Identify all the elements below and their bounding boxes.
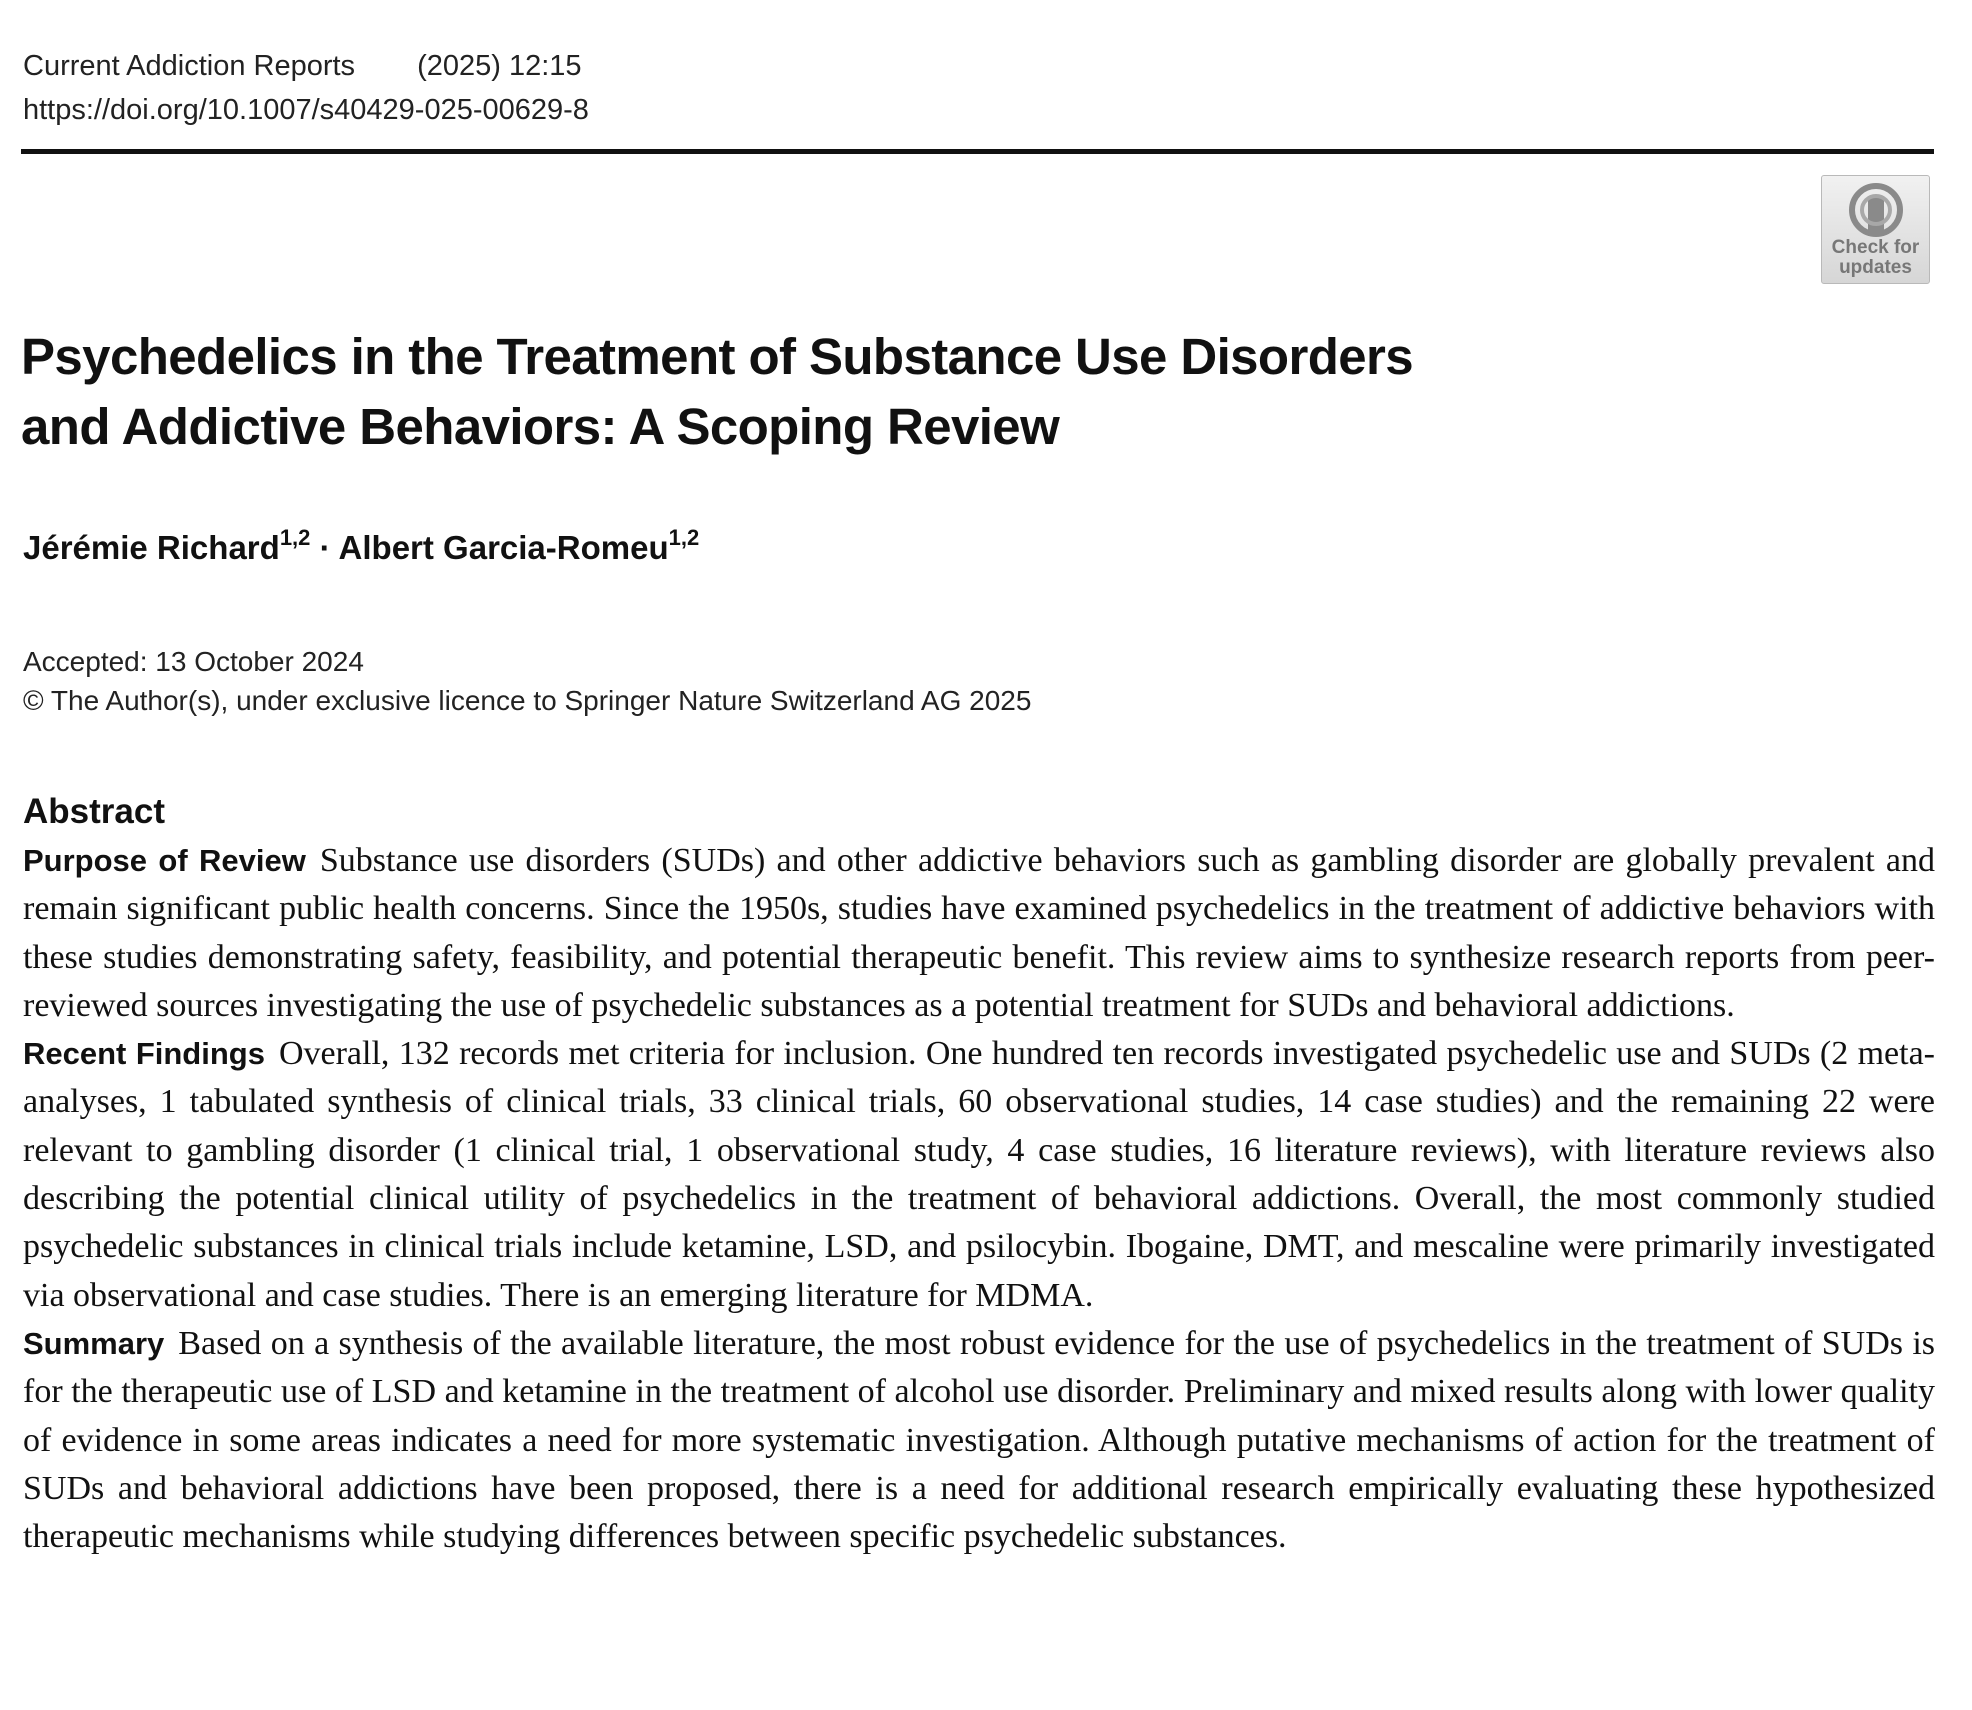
- header-rule: [21, 149, 1934, 154]
- author-affiliation: 1,2: [668, 525, 700, 550]
- accepted-date: Accepted: 13 October 2024: [23, 646, 364, 677]
- journal-header: [23, 44, 589, 132]
- abstract-body: [23, 837, 1935, 1561]
- check-for-updates-badge[interactable]: [1821, 175, 1930, 284]
- author-affiliation: 1,2: [279, 525, 311, 550]
- author-name[interactable]: Albert Garcia-Romeu: [338, 529, 669, 566]
- abstract-heading: Abstract: [23, 792, 165, 831]
- check-updates-icon: [1848, 182, 1904, 238]
- section-label: Summary: [23, 1325, 165, 1361]
- article-meta: [23, 642, 1031, 720]
- doi-link[interactable]: https://doi.org/10.1007/s40429-025-00629-8: [23, 94, 589, 126]
- section-text: Overall, 132 records met criteria for inclusion. One hundred ten records investigated psychedelic use and SUDs (2 meta-analyses, 1 tabulated synthesis of clinical trials, 33 clinical trials, 60 observational studies, 14 case studies) and the remaining 22 were relevant to gambling disorder (1 clinical trial, 1 observational study, 4 case studies, 16 literature reviews), with literature reviews also describing the potential clinical utility of psychedelics in the treatment of behavioral addictions. Overall, the most commonly studied psychedelic substances in clinical trials include ketamine, LSD, and psilocybin. Ibogaine, DMT, and mescaline were primarily investigated via observational and case studies. There is an emerging literature for MDMA.: [23, 1035, 1935, 1314]
- title-line-2: and Addictive Behaviors: A Scoping Review: [21, 398, 1060, 455]
- check-updates-line1: Check for: [1831, 237, 1920, 258]
- journal-volume: (2025) 12:15: [417, 50, 582, 82]
- section-label: Purpose of Review: [23, 843, 306, 878]
- title-line-1: Psychedelics in the Treatment of Substance Use Disorders: [21, 328, 1414, 385]
- author-name[interactable]: Jérémie Richard: [23, 529, 280, 566]
- abstract-section-purpose: [23, 837, 1935, 1030]
- section-text: Based on a synthesis of the available literature, the most robust evidence for the use of psychedelics in the treatment of SUDs is for the therapeutic use of LSD and ketamine in the treatment of alcohol use disorder. Preliminary and mixed results along with lower quality of evidence in some areas indicates a need for more systematic investigation. Although putative mechanisms of action for the treatment of SUDs and behavioral addictions have been proposed, there is a need for additional research empirically evaluating these hypothesized therapeutic mechanisms while studying differences between specific psychedelic substances.: [23, 1324, 1935, 1556]
- section-text: Substance use disorders (SUDs) and other addictive behaviors such as gambling disorder are globally prevalent and remain significant public health concerns. Since the 1950s, studies have examined psychedelics in the treatment of addictive behaviors with these studies demonstrating safety, feasibility, and potential therapeutic benefit. This review aims to synthesize research reports from peer-reviewed sources investigating the use of psychedelic substances as a potential treatment for SUDs and behavioral addictions.: [23, 842, 1935, 1024]
- author-separator: ·: [319, 529, 331, 566]
- check-updates-line2: updates: [1839, 257, 1912, 278]
- abstract-section-summary: [23, 1320, 1935, 1561]
- journal-name: Current Addiction Reports: [23, 50, 356, 82]
- copyright-notice: © The Author(s), under exclusive licence to Springer Nature Switzerland AG 2025: [23, 685, 1032, 716]
- article-title: [21, 322, 1521, 462]
- check-updates-label: [1822, 238, 1929, 278]
- author-list: [23, 524, 699, 572]
- section-label: Recent Findings: [23, 1036, 265, 1072]
- abstract-section-findings: [23, 1030, 1935, 1320]
- journal-citation: [23, 44, 589, 88]
